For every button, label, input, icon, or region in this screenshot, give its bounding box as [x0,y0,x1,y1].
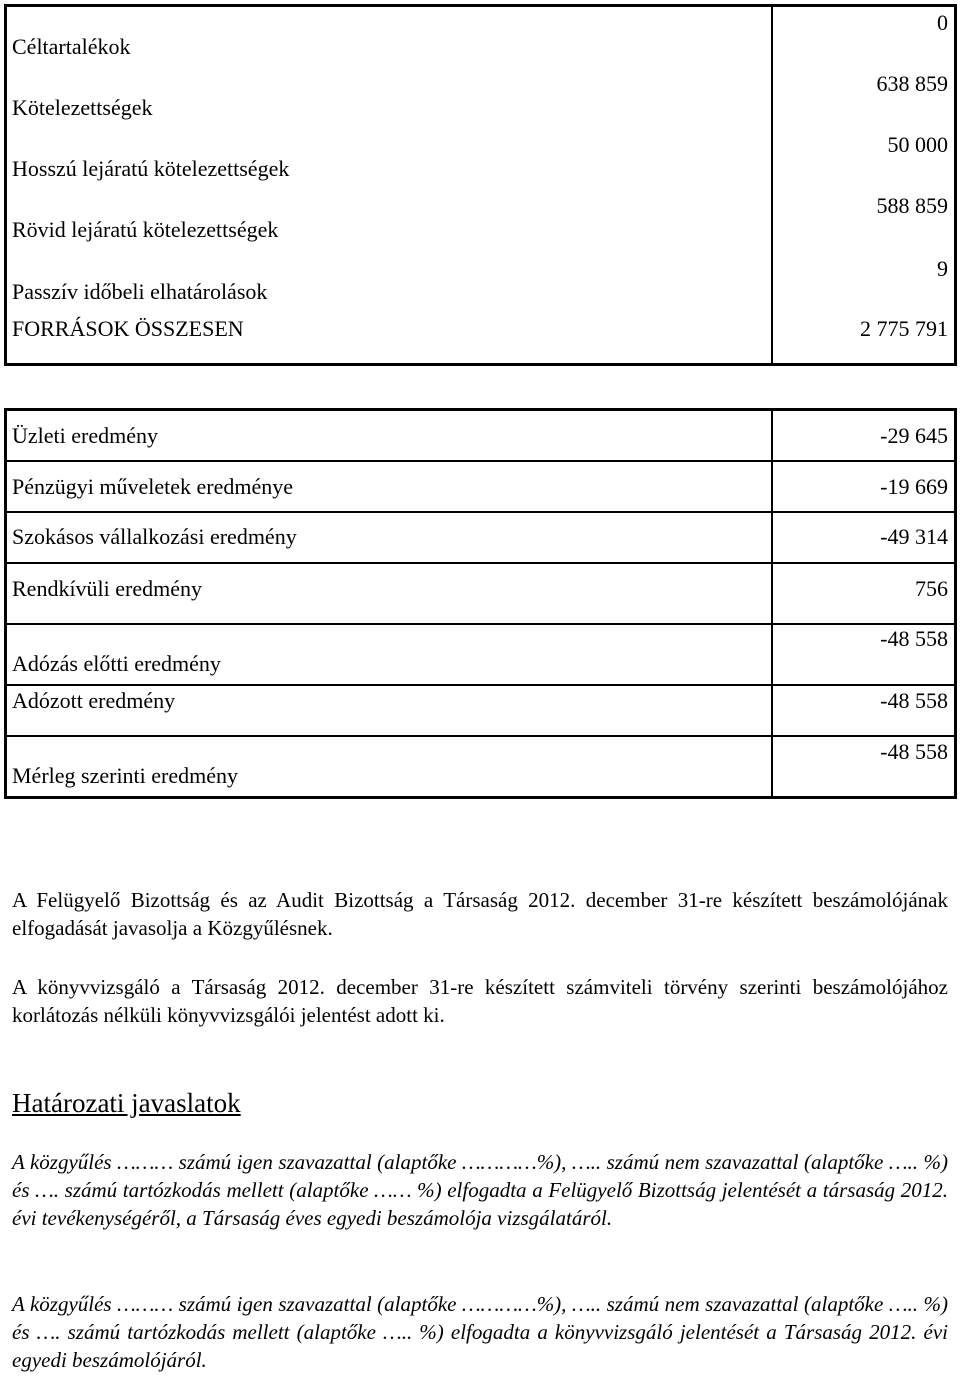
supervisory-board-paragraph: A Felügyelő Bizottság és az Audit Bizottság a Társaság 2012. december 31-re készített beszámolójának elfogadását javasolja a Közgyűlésnek. [12,888,948,940]
results-label-adozott-eredmeny: Adózott eredmény [12,688,176,713]
results-value-merleg-szerinti: -48 558 [880,739,948,764]
resolution-2: A közgyűlés ……… számú igen szavazattal (alaptőke …………%), ….. számú nem szavazattal (alaptőke ….. %) és …. számú tartózkodás mellett (alaptőke ….. %) elfogadta a könyvvizsgáló jelentését a Társaság 2012. évi egyedi beszámolójáról. [12,1292,948,1372]
results-label-merleg-szerinti: Mérleg szerinti eredmény [12,763,239,788]
resolution-1: A közgyűlés ……… számú igen szavazattal (alaptőke …………%), ….. számú nem szavazattal (alaptőke ….. %) és …. számú tartózkodás mellett (alaptőke …… %) elfogadta a Felügyelő Bizottság jelentését a társaság 2012. évi tevékenységéről, a Társaság éves egyedi beszámolója vizsgálatáról. [12,1150,948,1230]
results-row-separator [4,735,957,737]
results-value-rendkivuli-eredmeny: 756 [915,576,948,601]
results-label-szokasos-eredmeny: Szokásos vállalkozási eredmény [12,524,297,549]
liabilities-label-hosszu-lejaratu: Hosszú lejáratú kötelezettségek [12,156,290,181]
results-label-uzleti-eredmeny: Üzleti eredmény [12,423,158,448]
results-value-szokasos-eredmeny: -49 314 [880,524,948,549]
liabilities-label-rovid-lejaratu: Rövid lejáratú kötelezettségek [12,217,279,242]
liabilities-label-celtartalekok: Céltartalékok [12,34,131,59]
results-label-penzugyi-muveletek: Pénzügyi műveletek eredménye [12,474,294,499]
results-label-adozas-elotti: Adózás előtti eredmény [12,651,221,676]
liabilities-table-divider [771,4,773,366]
results-row-separator [4,684,957,686]
results-table [4,408,957,799]
liabilities-value-forrasok-osszesen: 2 775 791 [860,316,948,341]
liabilities-table [4,4,957,366]
results-value-adozott-eredmeny: -48 558 [880,688,948,713]
results-value-adozas-elotti: -48 558 [880,626,948,651]
liabilities-value-rovid-lejaratu: 588 859 [876,193,948,218]
results-row-separator [4,562,957,564]
results-table-divider [771,408,773,799]
liabilities-label-kotelezettsegek: Kötelezettségek [12,95,153,120]
results-label-rendkivuli-eredmeny: Rendkívüli eredmény [12,576,203,601]
liabilities-value-passziv-elhatarolasok: 9 [937,256,948,281]
liabilities-value-hosszu-lejaratu: 50 000 [887,132,948,157]
results-value-uzleti-eredmeny: -29 645 [880,423,948,448]
results-value-penzugyi-muveletek: -19 669 [880,474,948,499]
liabilities-value-celtartalekok: 0 [937,10,948,35]
results-row-separator [4,511,957,513]
results-row-separator [4,460,957,462]
liabilities-label-passziv-elhatarolasok: Passzív időbeli elhatárolások [12,279,268,304]
liabilities-label-forrasok-osszesen: FORRÁSOK ÖSSZESEN [12,316,244,341]
results-row-separator [4,623,957,625]
section-heading: Határozati javaslatok [12,1088,241,1118]
liabilities-value-kotelezettsegek: 638 859 [876,71,948,96]
auditor-paragraph: A könyvvizsgáló a Társaság 2012. december 31-re készített számviteli törvény szerinti beszámolójához korlátozás nélküli könyvvizsgálói jelentést adott ki. [12,975,948,1027]
